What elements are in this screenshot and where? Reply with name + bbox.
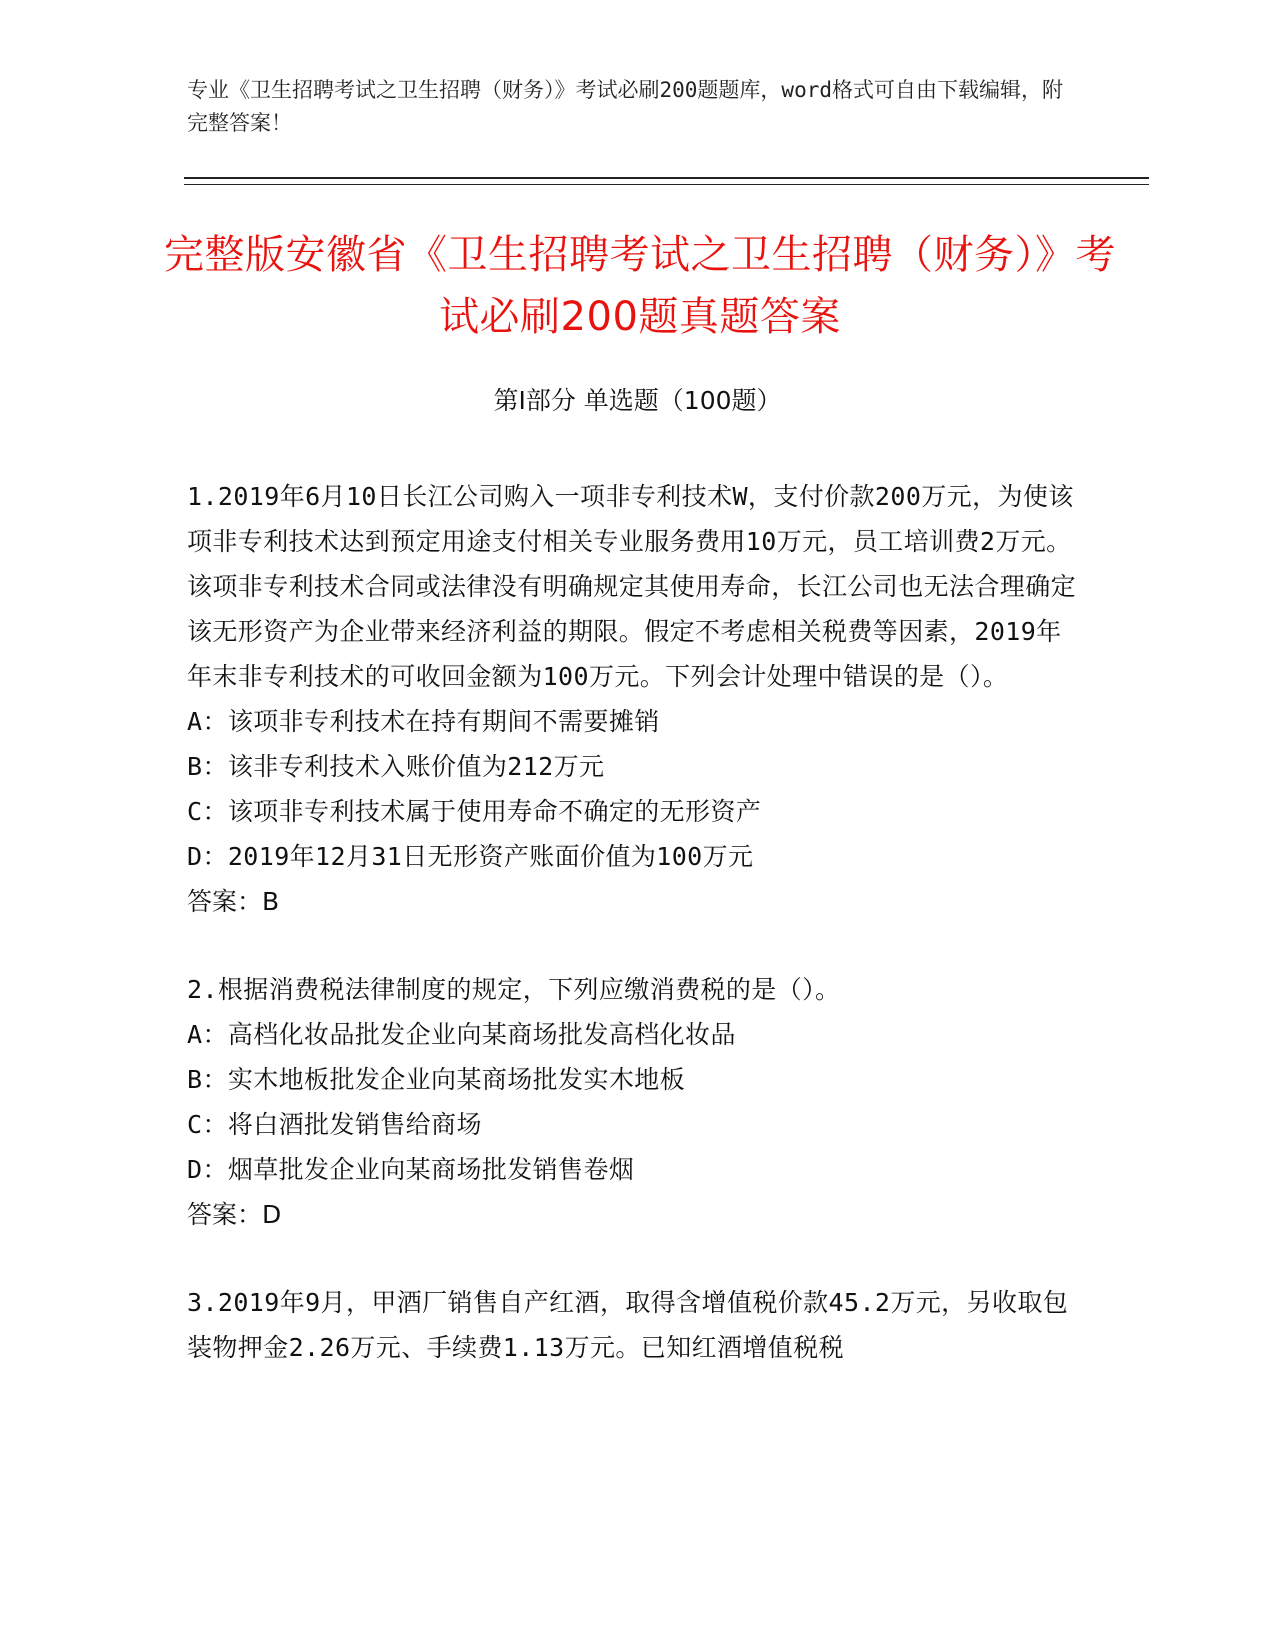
intro-text: 专业《卫生招聘考试之卫生招聘（财务）》考试必刷200题题库，word格式可自由下载编辑，附完整答案！ — [187, 78, 1063, 135]
question-2 — [187, 967, 1077, 1237]
option-c: C：该项非专利技术属于使用寿命不确定的无形资产 — [187, 797, 762, 826]
header-rule-thin — [184, 184, 1149, 185]
option-d: D：2019年12月31日无形资产账面价值为100万元 — [187, 842, 754, 871]
question-stem: 2.根据消费税法律制度的规定，下列应缴消费税的是（）。 — [187, 975, 841, 1004]
question-3 — [187, 1280, 1077, 1370]
document-title: 完整版安徽省《卫生招聘考试之卫生招聘（财务）》考试必刷200题真题答案 — [164, 232, 1116, 340]
question-stem: 1.2019年6月10日长江公司购入一项非专利技术W，支付价款200万元，为使该项非专利技术达到预定用途支付相关专业服务费用10万元，员工培训费2万元。该项非专利技术合同或法律没有明确规定其使用寿命，长江公司也无法合理确定该无形资产为企业带来经济利益的期限。假定不考虑相关税费等因素，2019年年末非专利技术的可收回金额为100万元。下列会计处理中错误的是（）。 — [187, 482, 1077, 691]
question-1 — [187, 474, 1077, 924]
option-a: A：高档化妆品批发企业向某商场批发高档化妆品 — [187, 1020, 736, 1049]
question-stem: 3.2019年9月，甲酒厂销售自产红酒，取得含增值税价款45.2万元，另收取包装物押金2.26万元、手续费1.13万元。已知红酒增值税税 — [187, 1288, 1069, 1362]
option-a: A：该项非专利技术在持有期间不需要摊销 — [187, 707, 660, 736]
answer-line: 答案：B — [187, 887, 280, 916]
question-list — [187, 474, 1077, 1413]
option-c: C：将白酒批发销售给商场 — [187, 1110, 482, 1139]
section-heading: 第I部分 单选题（100题） — [493, 386, 782, 415]
option-b: B：实木地板批发企业向某商场批发实木地板 — [187, 1065, 686, 1094]
option-d: D：烟草批发企业向某商场批发销售卷烟 — [187, 1155, 635, 1184]
header-rule-thick — [184, 177, 1149, 179]
answer-line: 答案：D — [187, 1200, 282, 1229]
option-b: B：该非专利技术入账价值为212万元 — [187, 752, 605, 781]
